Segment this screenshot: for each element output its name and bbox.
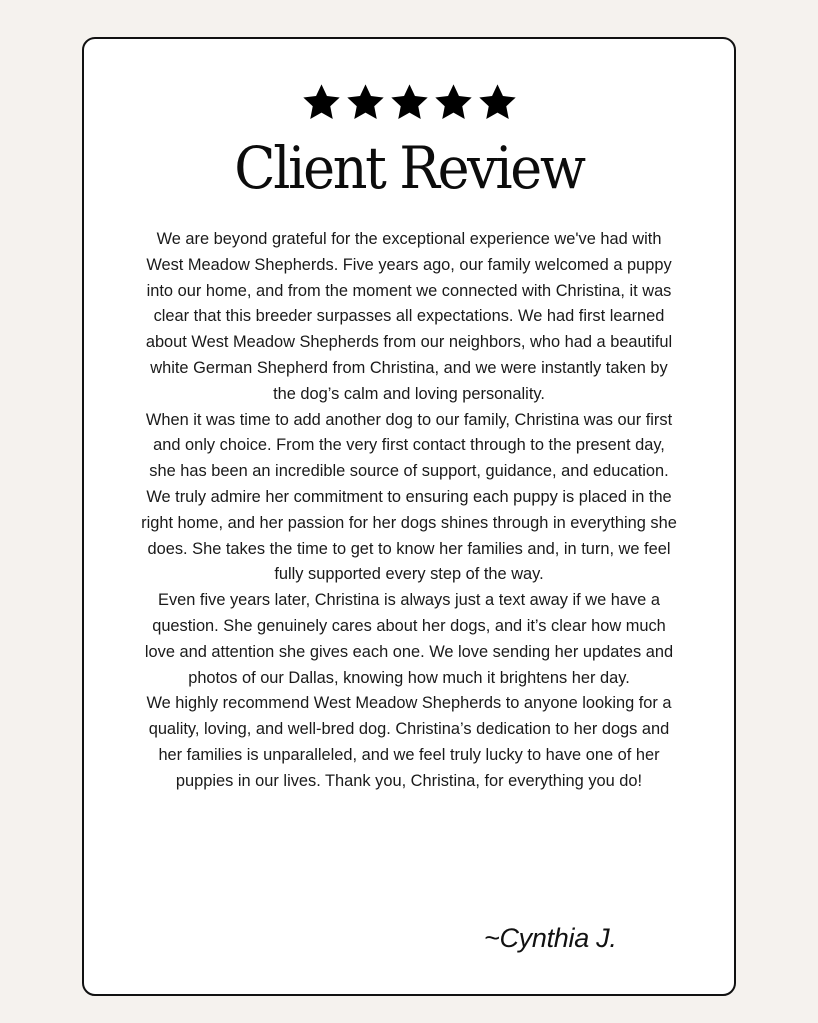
review-paragraph: We highly recommend West Meadow Shepherds to anyone looking for a quality, loving, and well-bred dog. Christina’s dedication to her dogs and her families is unparalleled, and we feel truly lucky to have one of her puppies in our lives. Thank you, Christina, for everything you do! xyxy=(146,694,672,790)
star-icon xyxy=(301,83,342,121)
review-paragraph: Even five years later, Christina is always just a text away if we have a question. She genuinely cares about her dogs, and it’s clear how much love and attention she gives each one. We love sending her updates and photos of our Dallas, knowing how much it brightens her day. xyxy=(144,591,674,687)
reviewer-signature: ~Cynthia J. xyxy=(484,923,617,953)
review-paragraph: When it was time to add another dog to our family, Christina was our first and only choice. From the very first contact through to the present day, she has been an incredible source of support, guidance, and education. We truly admire her commitment to ensuring each puppy is placed in the right home, and her passion for her dogs shines through in everything she does. She takes the time to get to know her families and, in turn, we feel fully supported every step of the way. xyxy=(141,410,677,584)
star-rating xyxy=(84,83,734,121)
review-paragraph: We are beyond grateful for the exceptional experience we've had with West Meadow Shepherds. Five years ago, our family welcomed a puppy into our home, and from the moment we connected with Christina, it was clear that this breeder surpasses all expectations. We had first learned about West Meadow Shepherds from our neighbors, who had a beautiful white German Shepherd from Christina, and we were instantly taken by the dog’s calm and loving personality. xyxy=(145,230,673,403)
page-title: Client Review xyxy=(234,134,584,202)
star-icon xyxy=(389,83,430,121)
star-icon xyxy=(477,83,518,121)
star-icon xyxy=(433,83,474,121)
star-icon xyxy=(345,83,386,121)
review-card xyxy=(82,37,736,996)
review-body xyxy=(140,227,678,795)
